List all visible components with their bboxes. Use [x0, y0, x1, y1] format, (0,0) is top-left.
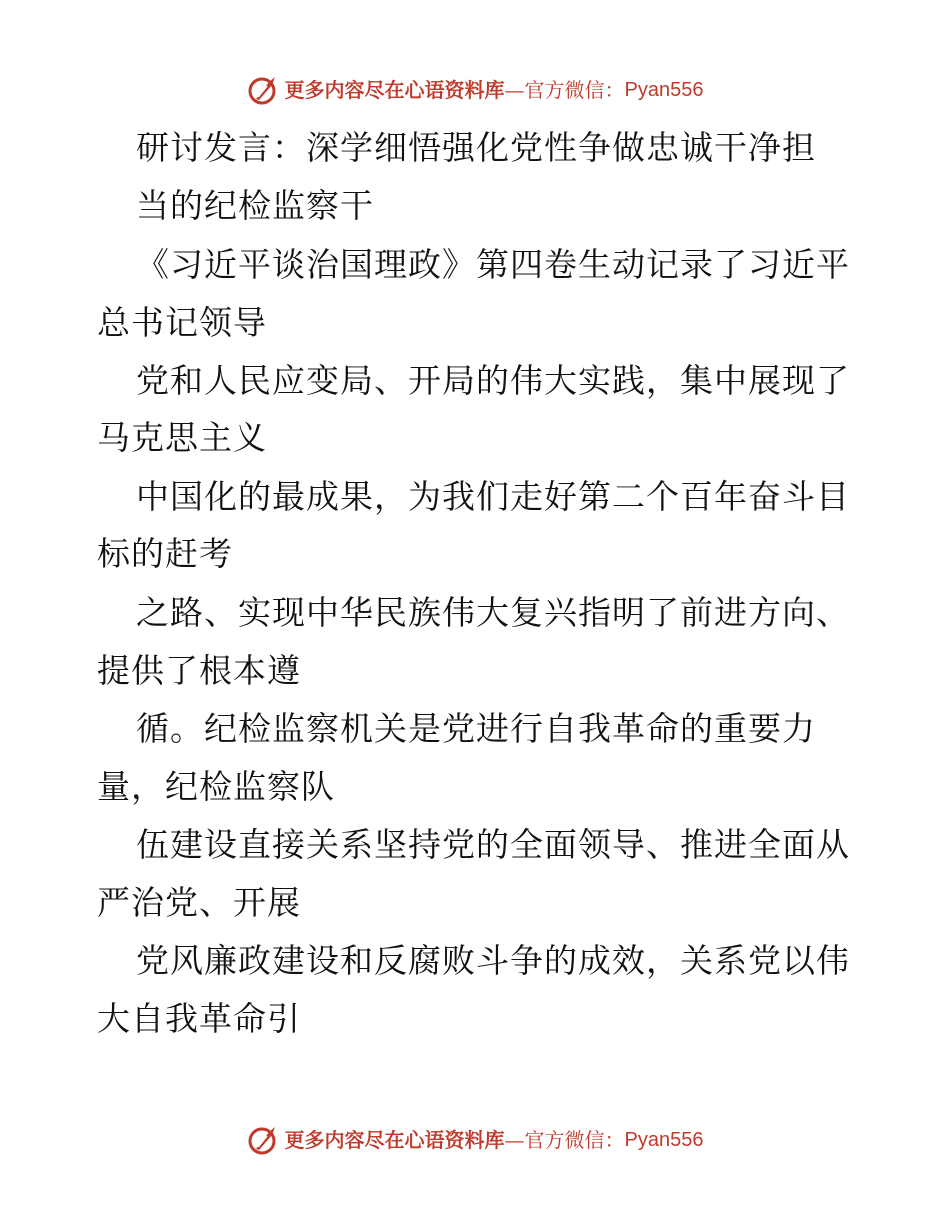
paragraph-line: 循。纪检监察机关是党进行自我革命的重要力: [136, 709, 816, 748]
paragraph-line: 提供了根本遵: [97, 651, 301, 690]
footer-banner: [0, 1120, 950, 1160]
document-title-line-2: 当的纪检监察干: [136, 186, 374, 225]
header-dash: —: [504, 78, 525, 102]
paragraph-line: 马克思主义: [97, 418, 267, 457]
header-site-name: 更多内容尽在心语资料库: [284, 78, 505, 102]
paragraph-line: 党风廉政建设和反腐败斗争的成效，关系党以伟: [136, 941, 850, 980]
paragraph-line: 总书记领导: [97, 303, 267, 342]
header-banner: [0, 70, 950, 110]
header-wechat-label: 官方微信：: [524, 78, 625, 102]
paragraph-line: 《习近平谈治国理政》第四卷生动记录了习近平: [136, 245, 850, 284]
paragraph-line: 标的赶考: [97, 534, 233, 573]
paragraph-line: 严治党、开展: [97, 883, 301, 922]
paragraph-line: 伍建设直接关系坚持党的全面领导、推进全面从: [136, 825, 850, 864]
paragraph-line: 中国化的最成果，为我们走好第二个百年奋斗目: [136, 477, 850, 516]
footer-wechat-id: Pyan556: [624, 1129, 704, 1151]
footer-wechat-label: 官方微信：: [524, 1128, 625, 1152]
header-wechat-id: Pyan556: [624, 79, 704, 101]
paragraph-line: 大自我革命引: [97, 999, 301, 1038]
footer-site-name: 更多内容尽在心语资料库: [284, 1128, 505, 1152]
paragraph-line: 之路、实现中华民族伟大复兴指明了前进方向、: [136, 593, 850, 632]
footer-banner-text: [285, 1130, 704, 1150]
paragraph-line: 量，纪检监察队: [97, 767, 335, 806]
footer-dash: —: [504, 1128, 525, 1152]
header-banner-text: [285, 80, 704, 100]
document-title-line-1: 研讨发言：深学细悟强化党性争做忠诚干净担: [136, 128, 816, 167]
quill-pen-circle-icon: [247, 1123, 281, 1157]
paragraph-line: 党和人民应变局、开局的伟大实践，集中展现了: [136, 361, 850, 400]
quill-pen-circle-icon: [247, 73, 281, 107]
